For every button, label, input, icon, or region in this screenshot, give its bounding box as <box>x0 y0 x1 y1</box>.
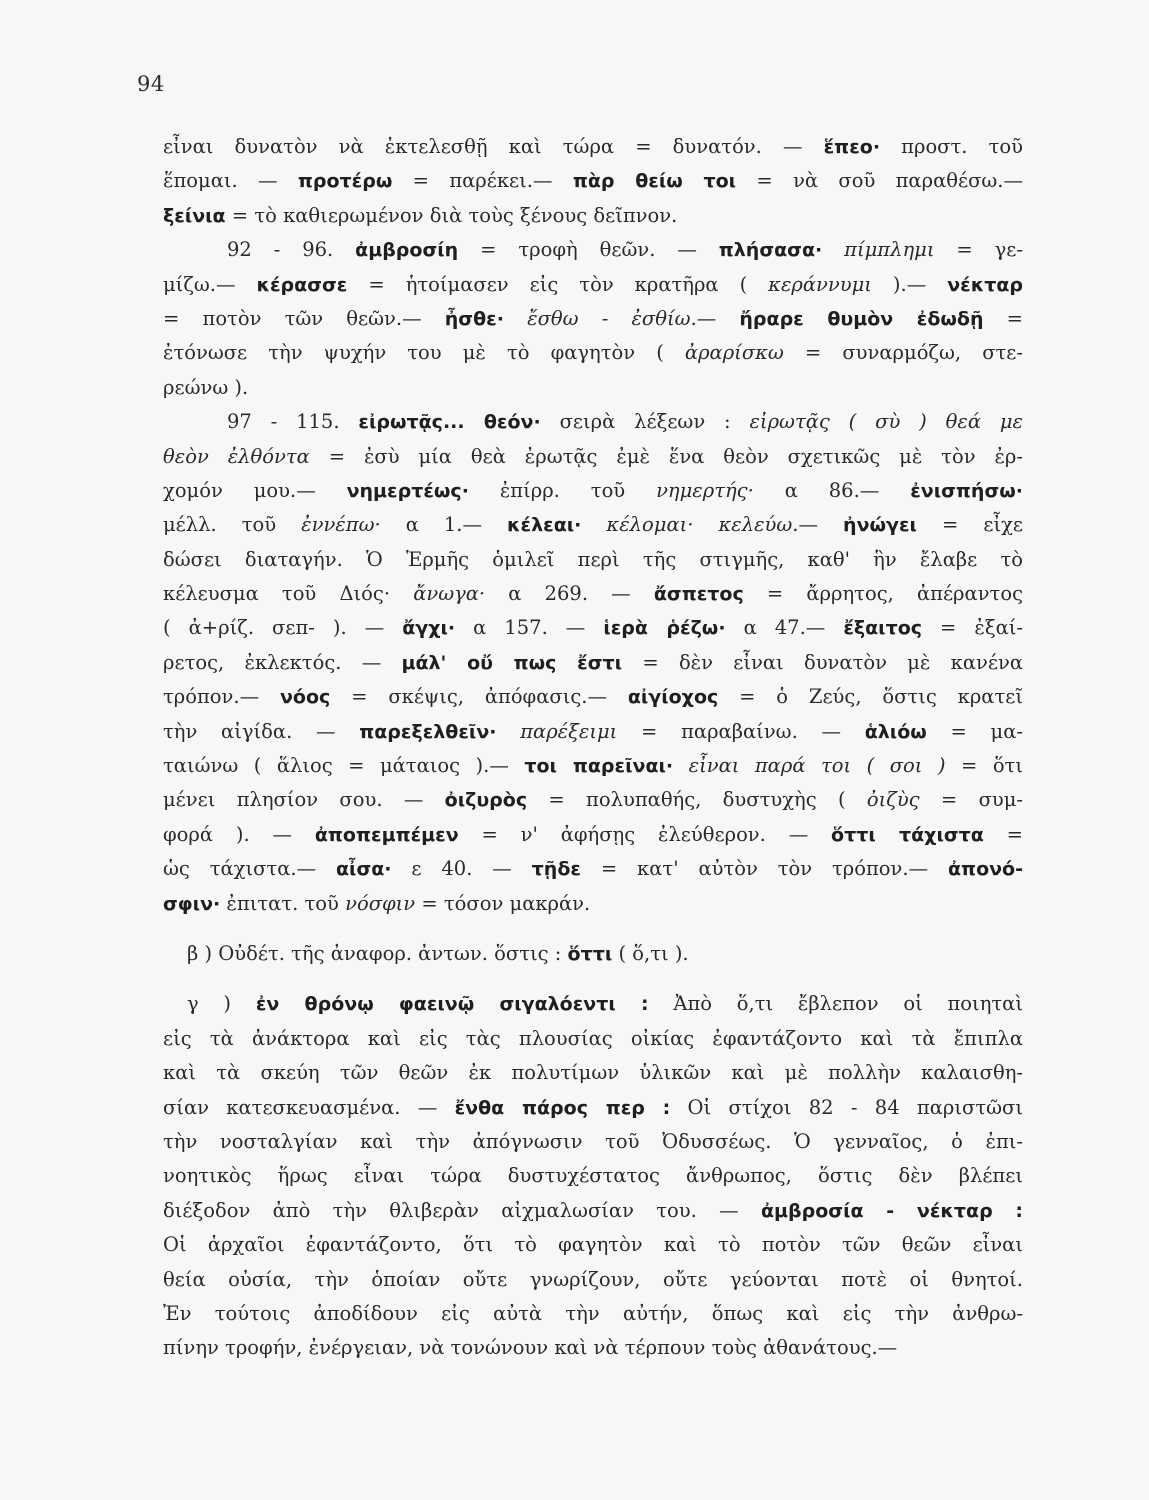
text-line <box>163 508 1023 542</box>
headword: μάλ' οὔ πως ἔστι <box>401 651 623 674</box>
headword: κέλεαι· <box>507 514 582 537</box>
gloss-text: καὶ τὰ σκεύη τῶν θεῶν ἐκ πολυτίμων ὑλικῶν καὶ μὲ πολλὴν καλαισθη- <box>163 1061 1023 1085</box>
italic-form: ἀραρίσκω <box>684 341 784 365</box>
gloss-text: μίζω.— <box>163 272 257 296</box>
gloss-text: = τὸ καθιερωμένον διὰ τοὺς ξένους δεῖπνον. <box>225 203 678 227</box>
gloss-text: φορά ). — <box>163 822 315 846</box>
italic-form: κέλομαι· κελεύω. <box>606 513 799 537</box>
gloss-text: ἐτόνωσε τὴν ψυχήν του μὲ τὸ φαγητὸν ( <box>163 341 685 365</box>
text-line <box>163 1056 1023 1090</box>
gloss-text: = δὲν εἶναι δυνατὸν μὲ κανένα <box>622 650 1023 674</box>
gloss-text: χομόν μου.— <box>163 478 347 502</box>
italic-form: νημερτής· <box>656 478 754 502</box>
gloss-text: = παρέκει.— <box>392 169 573 193</box>
headword: ἔνθα πάρος περ : <box>454 1096 671 1119</box>
gloss-text: ἐπιτατ. τοῦ <box>220 891 346 915</box>
gloss-text: ε 40. — <box>391 857 532 881</box>
italic-form: πίμπλημι <box>844 238 935 262</box>
text-line <box>163 887 1023 921</box>
text-line <box>163 164 1023 198</box>
headword: ἠνώγει <box>843 514 917 537</box>
headword: προτέρω <box>297 170 393 193</box>
italic-form: ἐννέπω· <box>301 513 381 537</box>
gloss-text: 92 - 96. <box>227 238 356 262</box>
headword: ὀιζυρὸς <box>444 789 528 812</box>
gloss-text: α 86.— <box>753 478 911 502</box>
gloss-text <box>822 238 844 261</box>
paragraph-gap <box>163 971 1023 987</box>
gloss-text: = τόσον μακράν. <box>415 891 591 915</box>
gloss-text: — <box>798 513 844 537</box>
gloss-text: τρόπον.— <box>163 685 280 709</box>
page-number: 94 <box>137 72 165 96</box>
gloss-text: = ν' ἀφήσῃς ἐλεύθερον. — <box>458 822 832 846</box>
gloss-text: = ἄρρητος, ἀπέραντος <box>743 582 1023 606</box>
gloss-text: ἕπομαι. — <box>163 169 298 193</box>
gloss-text: = κατ' αὐτὸν τὸν τρόπον.— <box>580 857 948 881</box>
italic-form: ἄνωγα· <box>413 582 486 606</box>
text-line <box>163 268 1023 302</box>
italic-form: εἶναι παρά τοι ( σοι ) <box>688 754 946 778</box>
headword: ἐνισπήσω· <box>910 479 1023 502</box>
gloss-text: = μα- <box>926 719 1023 743</box>
text-line <box>163 1228 1023 1262</box>
headword: τοι παρεῖναι· <box>524 755 674 778</box>
gloss-text: = σκέψις, ἀπόφασις.— <box>330 685 628 709</box>
headword: ἱερὰ ῥέζω· <box>603 617 726 640</box>
gloss-text: ( ὅ,τι ). <box>612 941 689 965</box>
gloss-text: ἐπίρρ. τοῦ <box>468 478 657 502</box>
text-line <box>163 405 1023 439</box>
gloss-text: κέλευσμα τοῦ Διός· <box>163 582 414 606</box>
gloss-text: θεία οὐσία, τὴν ὁποίαν οὔτε γνωρίζουν, οὔτε γεύονται ποτὲ οἱ θνητοί. <box>163 1267 1023 1291</box>
gloss-text: ρεώνω ). <box>163 375 249 399</box>
gloss-text: Ἐν τούτοις ἀποδίδουν εἰς αὐτὰ τὴν αὐτήν, ὅπως καὶ εἰς τὴν ἀνθρω- <box>163 1301 1023 1325</box>
text-line <box>163 336 1023 370</box>
gloss-text: = εἶχε <box>916 513 1024 537</box>
gloss-text: = νὰ σοῦ παραθέσω.— <box>736 169 1023 193</box>
gloss-text: β ) Οὐδέτ. τῆς ἀναφορ. ἀντων. ὅστις : <box>187 941 568 965</box>
gloss-text: ταιώνω ( ἅλιος = μάταιος ).— <box>163 754 525 778</box>
gloss-text: μένει πλησίον σου. — <box>163 788 445 812</box>
text-line <box>163 1159 1023 1193</box>
gloss-text: = ὁ Ζεύς, ὅστις κρατεῖ <box>718 685 1023 709</box>
headword: ἄσπετος <box>653 583 744 606</box>
gloss-text: 97 - 115. <box>227 410 359 434</box>
headword: ἐν θρόνῳ φαεινῷ σιγαλόεντι : <box>255 993 649 1016</box>
gloss-text: νοητικὸς ἥρως εἶναι τώρα δυστυχέστατος ἄνθρωπος, ὅστις δὲν βλέπει <box>163 1164 1023 1188</box>
gloss-text: εἶναι δυνατὸν νὰ ἐκτελεσθῇ καὶ τώρα = δυνατόν. — <box>163 135 824 158</box>
gloss-text: = ὅτι <box>945 754 1023 778</box>
headword: ἤραρε θυμὸν ἐδωδῇ <box>739 307 984 330</box>
headword: ὅττι τάχιστα <box>831 823 984 846</box>
gloss-text: — <box>696 306 740 330</box>
text-line <box>163 783 1023 817</box>
text-line <box>163 1194 1023 1228</box>
text-line <box>163 302 1023 336</box>
gloss-text: = πολυπαθής, δυστυχὴς ( <box>527 788 867 812</box>
headword: ξείνια <box>163 204 226 227</box>
text-line <box>163 474 1023 508</box>
paragraph-gap <box>163 921 1023 937</box>
gloss-text <box>497 720 521 743</box>
gloss-text: α 1.— <box>380 513 508 537</box>
text-line <box>163 749 1023 783</box>
gloss-text <box>581 513 606 536</box>
gloss-text: ρετος, ἐκλεκτός. — <box>163 650 402 674</box>
gloss-text: δώσει διαταγήν. Ὁ Ἑρμῆς ὁμιλεῖ περὶ τῆς στιγμῆς, καθ' ἣν ἔλαβε τὸ <box>163 547 1023 571</box>
gloss-text: α 269. — <box>485 582 654 606</box>
gloss-text: Οἱ στίχοι 82 - 84 παριστῶσι <box>670 1095 1023 1119</box>
gloss-text: = παραβαίνω. — <box>617 719 865 743</box>
headword: σφιν· <box>163 892 221 915</box>
gloss-text: = ἐξαί- <box>922 616 1024 640</box>
text-line <box>163 646 1023 680</box>
text-line <box>163 818 1023 852</box>
italic-form: παρέξειμι <box>520 719 618 743</box>
gloss-text: Ἀπὸ ὅ,τι ἔβλεπον οἱ ποιηταὶ <box>648 992 1023 1016</box>
gloss-text: ).— <box>871 272 948 296</box>
headword: ὅττι <box>567 942 613 965</box>
gloss-text: μέλλ. τοῦ <box>163 513 302 537</box>
headword: ἀποπεμπέμεν <box>314 823 459 846</box>
gloss-text: = ἡτοίμασεν εἰς τὸν κρατῆρα ( <box>347 272 769 296</box>
italic-form: ἔσθω - ἐσθίω. <box>527 306 697 330</box>
headword: ἕπεο· <box>823 136 881 158</box>
text-line <box>163 987 1023 1021</box>
text-line <box>163 440 1023 474</box>
gloss-text: α 47.— <box>725 616 844 640</box>
gloss-text: ( ἀ+ρίζ. σεπ- ). — <box>163 616 403 640</box>
headword: νημερτέως· <box>346 479 469 502</box>
headword: ἄγχι· <box>402 617 456 640</box>
text-line <box>163 1091 1023 1125</box>
italic-form: νόσφιν <box>345 891 416 915</box>
text-line <box>163 543 1023 577</box>
text-line <box>163 937 1023 971</box>
text-line <box>163 611 1023 645</box>
headword: ἀμβροσίη <box>355 239 459 262</box>
body-text <box>163 130 1023 1366</box>
headword: τῇδε <box>531 858 581 881</box>
gloss-text: σειρὰ λέξεων : <box>540 410 750 434</box>
gloss-text: = ἐσὺ μία θεὰ ἐρωτᾷς ἐμὲ ἕνα θεὸν σχετικῶς μὲ τὸν ἐρ- <box>309 444 1023 468</box>
text-line <box>163 1125 1023 1159</box>
gloss-text: = συμ- <box>919 788 1024 812</box>
gloss-text: = ποτὸν τῶν θεῶν.— <box>163 306 445 330</box>
headword: ἁλιόω <box>864 720 927 743</box>
text-line <box>163 715 1023 749</box>
headword: ἔξαιτος <box>843 617 923 640</box>
text-line <box>163 130 1023 164</box>
headword: πὰρ θείω τοι <box>572 170 737 193</box>
headword: νόος <box>279 686 331 709</box>
italic-form: θεὸν ἐλθόντα <box>163 444 310 468</box>
text-line <box>163 577 1023 611</box>
text-line <box>163 1263 1023 1297</box>
gloss-text: πίνην τροφήν, ἐνέργειαν, νὰ τονώνουν καὶ νὰ τέρπουν τοὺς ἀθανάτους.— <box>163 1336 898 1360</box>
headword: εἰρωτᾷς... θεόν· <box>358 411 541 434</box>
text-line <box>163 1331 1023 1365</box>
gloss-text: α 157. — <box>455 616 604 640</box>
italic-form: κεράννυμι <box>768 272 872 296</box>
text-line <box>163 199 1023 233</box>
headword: αἰγίοχος <box>627 686 719 709</box>
gloss-text: Οἱ ἀρχαῖοι ἐφαντάζοντο, ὅτι τὸ φαγητὸν καὶ τὸ ποτὸν τῶν θεῶν εἶναι <box>163 1233 1023 1257</box>
headword: νέκταρ <box>947 273 1024 296</box>
gloss-text: τὴν αἰγίδα. — <box>163 719 360 743</box>
gloss-text: ὡς τάχιστα.— <box>163 857 336 881</box>
gloss-text: εἰς τὰ ἀνάκτορα καὶ εἰς τὰς πλουσίας οἰκίας ἐφαντάζοντο καὶ τὰ ἔπιπλα <box>163 1026 1023 1050</box>
text-line <box>163 852 1023 886</box>
text-line <box>163 1022 1023 1056</box>
italic-form: εἰρωτᾷς ( σὺ ) θεά με <box>749 410 1023 434</box>
text-line <box>163 1297 1023 1331</box>
gloss-text: = <box>983 306 1024 330</box>
gloss-text: = συναρμόζω, στε- <box>783 341 1023 365</box>
headword: πλήσασα· <box>718 239 823 262</box>
text-line <box>163 233 1023 267</box>
gloss-text: τὴν νοσταλγίαν καὶ τὴν ἀπόγνωσιν τοῦ Ὀδυσσέως. Ὁ γενναῖος, ὁ ἐπι- <box>163 1129 1023 1153</box>
headword: παρεξελθεῖν· <box>359 720 497 743</box>
gloss-text: διέξοδον ἀπὸ τὴν θλιβερὰν αἰχμαλωσίαν του. — <box>163 1198 761 1222</box>
gloss-text <box>673 754 688 777</box>
gloss-text: = γε- <box>934 238 1023 262</box>
headword: ἀμβροσία - νέκταρ : <box>760 1199 1024 1222</box>
gloss-text: = <box>983 822 1024 846</box>
headword: αἶσα· <box>335 858 392 881</box>
headword: ἦσθε· <box>444 307 504 330</box>
headword: ἀπονό- <box>947 858 1024 881</box>
gloss-text <box>504 307 527 330</box>
gloss-text: προστ. τοῦ <box>880 135 1023 158</box>
italic-form: ὀιζὺς <box>866 788 920 812</box>
gloss-text: γ ) <box>187 992 256 1016</box>
text-line <box>163 371 1023 405</box>
gloss-text: = τροφὴ θεῶν. — <box>458 238 719 262</box>
headword: κέρασσε <box>256 273 348 296</box>
gloss-text: σίαν κατεσκευασμένα. — <box>163 1095 455 1119</box>
text-line <box>163 680 1023 714</box>
